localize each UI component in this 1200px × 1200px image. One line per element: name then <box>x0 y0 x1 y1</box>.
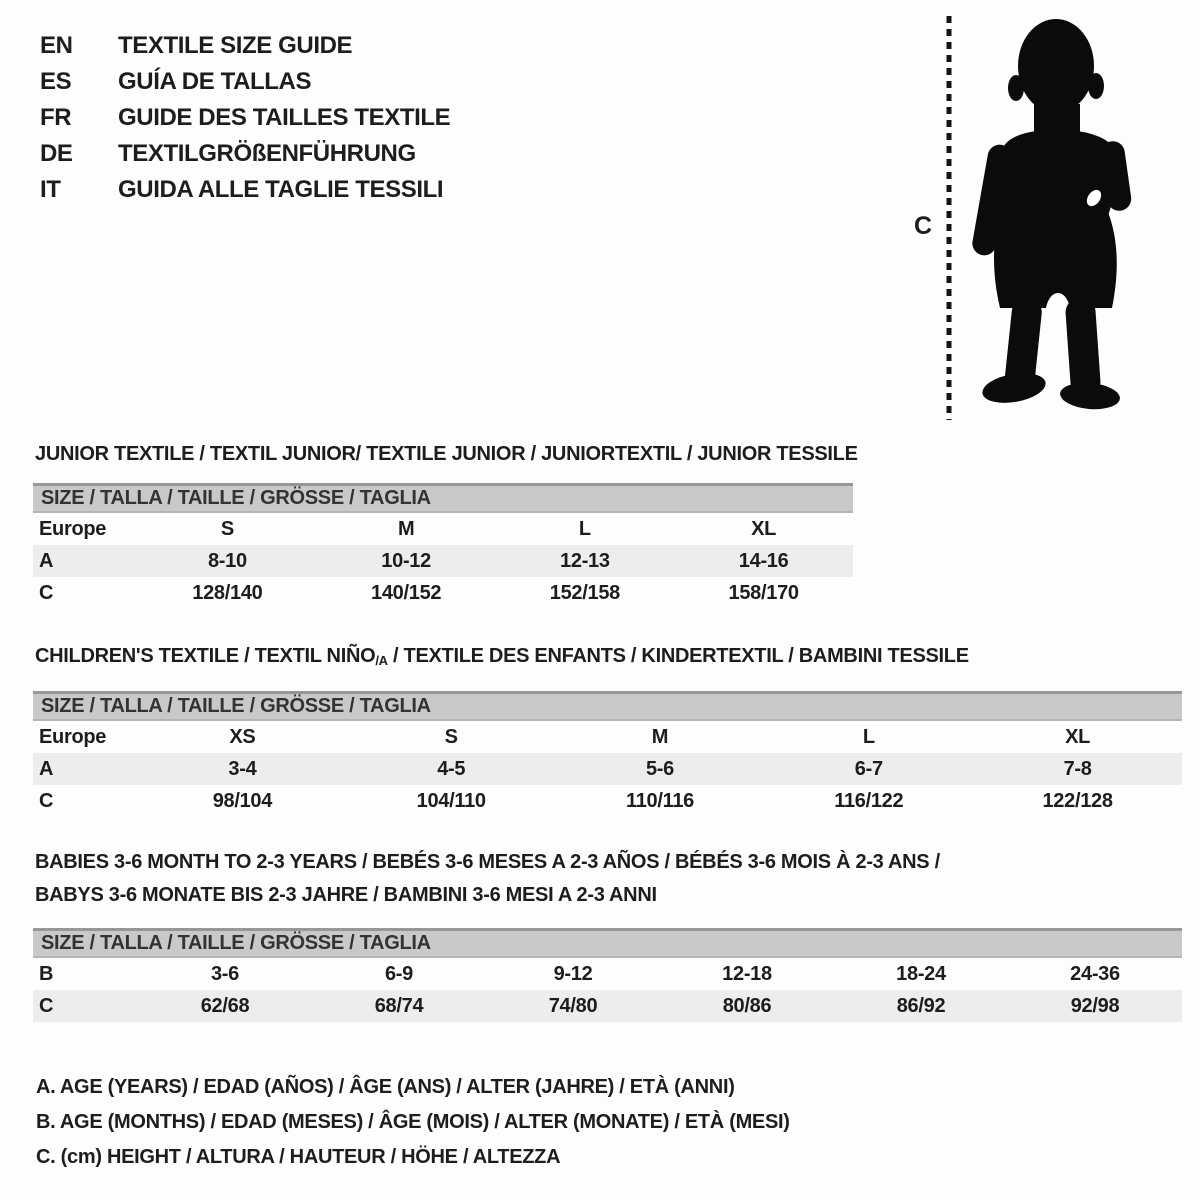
section-heading-line <box>35 438 858 471</box>
language-title: GUIDE DES TAILLES TEXTILE <box>118 104 451 131</box>
language-code: IT <box>40 176 61 203</box>
row-cell: XL <box>1065 726 1091 748</box>
row-cell: 68/74 <box>374 995 424 1017</box>
row-cell: 10-12 <box>381 550 431 572</box>
legend-line: C. (cm) HEIGHT / ALTURA / HAUTEUR / HÖHE / ALTEZZA <box>36 1146 561 1168</box>
measurement-legend <box>36 1070 790 1175</box>
row-cell: S <box>220 518 234 540</box>
row-cell: 3-4 <box>228 758 257 780</box>
row-cell: M <box>651 726 669 748</box>
row-label: B <box>39 963 54 985</box>
table-row <box>33 513 853 545</box>
row-cell: XL <box>751 518 777 540</box>
heading-text: CHILDREN'S TEXTILE / TEXTIL NIÑO <box>35 645 376 667</box>
row-cell: 7-8 <box>1063 758 1092 780</box>
row-cell: L <box>862 726 875 748</box>
language-row <box>40 172 450 208</box>
height-measure-label: C <box>914 212 933 240</box>
row-cell: 62/68 <box>200 995 250 1017</box>
section-children-textile <box>33 640 1182 817</box>
section-heading <box>35 846 1182 912</box>
row-cell: 152/158 <box>549 582 620 604</box>
language-row <box>40 28 450 64</box>
row-cell: 80/86 <box>722 995 772 1017</box>
size-table-rows <box>33 513 853 609</box>
language-title: TEXTILE SIZE GUIDE <box>118 32 353 59</box>
language-code: EN <box>40 32 73 59</box>
row-cell: 18-24 <box>896 963 946 985</box>
table-row <box>33 990 1182 1022</box>
table-row <box>33 753 1182 785</box>
table-row <box>33 577 853 609</box>
language-title: GUÍA DE TALLAS <box>118 68 312 95</box>
language-code: DE <box>40 140 73 167</box>
row-cell: 12-18 <box>722 963 772 985</box>
language-row <box>40 100 450 136</box>
row-label: A <box>39 550 54 572</box>
legend-line: A. AGE (YEARS) / EDAD (AÑOS) / ÂGE (ANS) / ALTER (JAHRE) / ETÀ (ANNI) <box>36 1076 735 1098</box>
row-cell: 74/80 <box>548 995 598 1017</box>
children-size-table <box>33 691 1182 817</box>
section-heading-line <box>35 879 1182 912</box>
row-cell: 140/152 <box>371 582 442 604</box>
table-row <box>33 545 853 577</box>
toddler-silhouette-shape <box>970 19 1132 412</box>
language-title: TEXTILGRÖßENFÜHRUNG <box>118 140 416 167</box>
section-babies-textile <box>33 846 1182 1022</box>
row-label: Europe <box>39 726 107 748</box>
row-label: Europe <box>39 518 107 540</box>
size-table-rows <box>33 721 1182 817</box>
language-title: GUIDA ALLE TAGLIE TESSILI <box>118 176 444 203</box>
row-cell: 122/128 <box>1042 790 1113 812</box>
toddler-silhouette-icon <box>966 16 1140 420</box>
babies-size-table <box>33 928 1182 1022</box>
size-table-rows <box>33 958 1182 1022</box>
section-heading <box>35 438 858 471</box>
row-cell: 24-36 <box>1070 963 1120 985</box>
row-cell: 14-16 <box>738 550 789 572</box>
row-cell: 3-6 <box>210 963 239 985</box>
row-cell: XS <box>229 726 256 748</box>
section-heading <box>35 640 1182 674</box>
heading-text: BABIES 3-6 MONTH TO 2-3 YEARS / BEBÉS 3-6 MESES A 2-3 AÑOS / BÉBÉS 3-6 MOIS À 2-3 ANS / <box>35 851 940 873</box>
row-cell: 128/140 <box>192 582 263 604</box>
section-heading-line <box>35 640 1182 674</box>
row-cell: 104/110 <box>416 790 486 812</box>
size-table-header: SIZE / TALLA / TAILLE / GRÖSSE / TAGLIA <box>33 691 1182 721</box>
row-cell: L <box>578 518 591 540</box>
row-cell: 4-5 <box>437 758 466 780</box>
row-label: C <box>39 995 54 1017</box>
row-cell: M <box>397 518 415 540</box>
row-cell: 5-6 <box>645 758 674 780</box>
row-cell: 116/122 <box>834 790 904 812</box>
language-code: FR <box>40 104 72 131</box>
size-table-header: SIZE / TALLA / TAILLE / GRÖSSE / TAGLIA <box>33 483 853 513</box>
row-cell: 110/116 <box>625 790 694 812</box>
row-cell: S <box>444 726 458 748</box>
row-cell: 158/170 <box>728 582 799 604</box>
section-heading-line <box>35 846 1182 879</box>
heading-text: JUNIOR TEXTILE / TEXTIL JUNIOR/ TEXTILE JUNIOR / JUNIORTEXTIL / JUNIOR TESSILE <box>35 443 858 465</box>
row-cell: 8-10 <box>207 550 247 572</box>
heading-subscript: /A <box>375 653 388 668</box>
row-cell: 98/104 <box>212 790 273 812</box>
row-cell: 6-7 <box>854 758 883 780</box>
height-measure-line <box>946 16 952 420</box>
language-code: ES <box>40 68 72 95</box>
table-row <box>33 958 1182 990</box>
heading-text: / TEXTILE DES ENFANTS / KINDERTEXTIL / BAMBINI TESSILE <box>387 645 969 667</box>
row-cell: 9-12 <box>553 963 593 985</box>
table-row <box>33 721 1182 753</box>
section-junior-textile <box>33 438 858 609</box>
language-row <box>40 64 450 100</box>
row-label: C <box>39 790 54 812</box>
legend-line: B. AGE (MONTHS) / EDAD (MESES) / ÂGE (MOIS) / ALTER (MONATE) / ETÀ (MESI) <box>36 1111 790 1133</box>
language-list <box>40 28 450 208</box>
heading-text: BABYS 3-6 MONATE BIS 2-3 JAHRE / BAMBINI 3-6 MESI A 2-3 ANNI <box>35 884 657 906</box>
language-row <box>40 136 450 172</box>
row-cell: 92/98 <box>1070 995 1120 1017</box>
junior-size-table <box>33 483 853 609</box>
row-label: C <box>39 582 54 604</box>
row-label: A <box>39 758 54 780</box>
table-row <box>33 785 1182 817</box>
row-cell: 86/92 <box>896 995 946 1017</box>
row-cell: 6-9 <box>384 963 413 985</box>
size-table-header: SIZE / TALLA / TAILLE / GRÖSSE / TAGLIA <box>33 928 1182 958</box>
row-cell: 12-13 <box>560 550 610 572</box>
